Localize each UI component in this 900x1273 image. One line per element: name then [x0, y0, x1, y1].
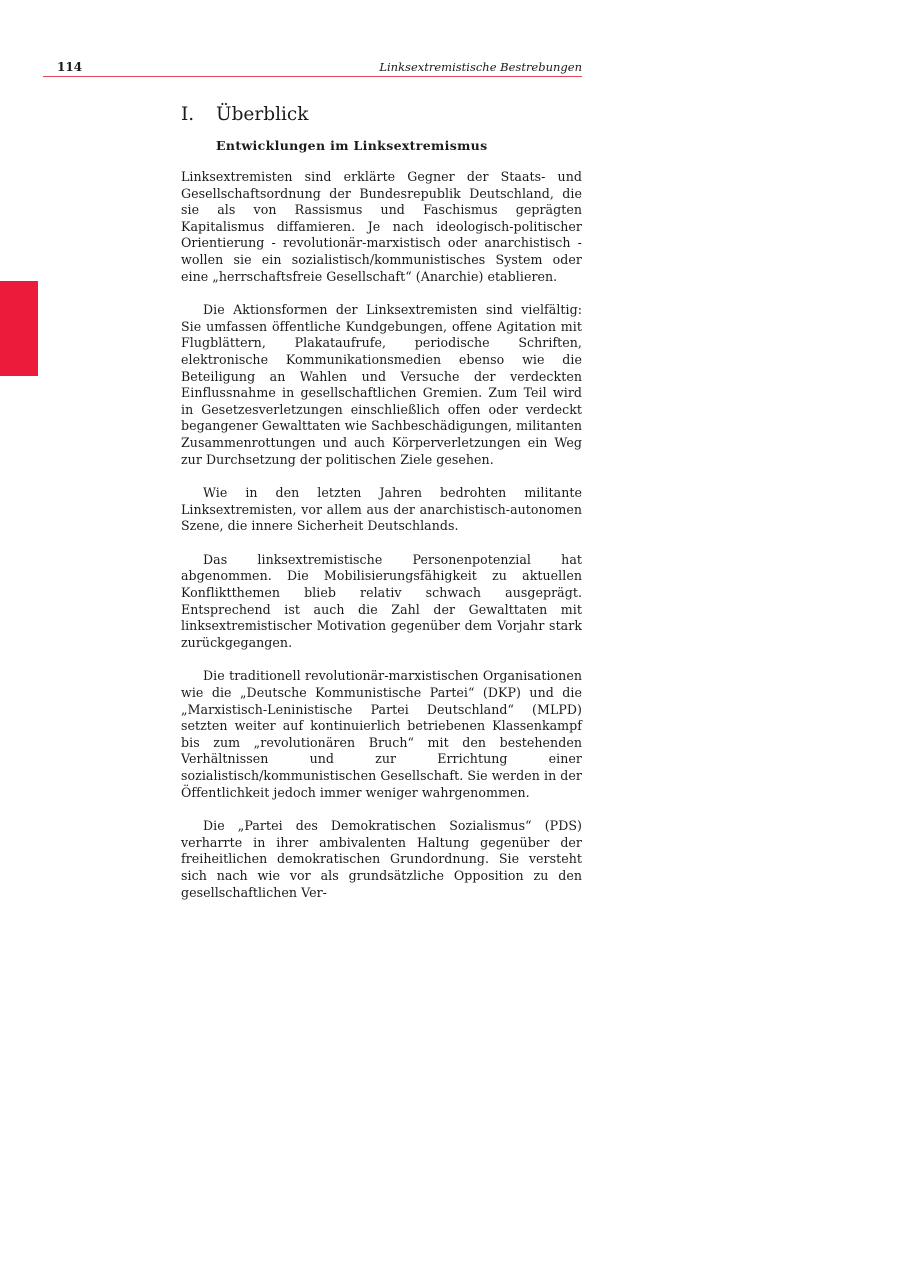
paragraph: Das linksextremistische Personenpotenzial hat abgenommen. Die Mobilisierungsfähigkeit zu aktuellen Konfliktthemen blieb relativ schwach ausgeprägt. Entsprechend ist auch die Zahl der Gewalttaten mit linksextremistischer Motivation gegenüber dem Vorjahr stark zurückgegangen. [181, 551, 582, 650]
chapter-number: I. [181, 104, 195, 125]
page-number: 114 [57, 60, 83, 74]
chapter-heading [181, 103, 582, 127]
section-heading: Entwicklungen im Linksextremismus [216, 138, 488, 153]
paragraph: Die „Partei des Demokratischen Sozialismus“ (PDS) verharrte in ihrer ambivalenten Haltung gegenüber der freiheitlichen demokratischen Grundordnung. Sie versteht sich nach wie vor als grundsätzliche Opposition zu den gesellschaftlichen Ver- [181, 818, 582, 900]
body-text [181, 169, 582, 901]
chapter-tab-marker [0, 281, 38, 376]
paragraph: Wie in den letzten Jahren bedrohten militante Linksextremisten, vor allem aus der anarchistisch-autonomen Szene, die innere Sicherheit Deutschlands. [181, 485, 582, 534]
running-title: Linksextremistische Bestrebungen [379, 60, 582, 74]
paragraph: Linksextremisten sind erklärte Gegner der Staats- und Gesellschaftsordnung der Bundesrepublik Deutschland, die sie als von Rassismus und Faschismus geprägten Kapitalismus diffamieren. Je nach ideologisch-politischer Orientierung - revolutionär-marxistisch oder anarchistisch - wollen sie ein sozialistisch/kommunistisches System oder eine „herrschaftsfreie Gesellschaft“ (Anarchie) etablieren. [181, 169, 582, 284]
chapter-title: Überblick [216, 104, 309, 125]
paragraph: Die Aktionsformen der Linksextremisten sind vielfältig: Sie umfassen öffentliche Kundgebungen, offene Agitation mit Flugblättern, Plakataufrufe, periodische Schriften, elektronische Kommunikationsmedien ebenso wie die Beteiligung an Wahlen und Versuche der verdeckten Einflussnahme in gesellschaftlichen Gremien. Zum Teil wird in Gesetzesverletzungen einschließlich offen oder verdeckt begangener Gewalttaten wie Sachbeschädigungen, militanten Zusammenrottungen und auch Körperverletzungen ein Weg zur Durchsetzung der politischen Ziele gesehen. [181, 302, 582, 467]
paragraph: Die traditionell revolutionär-marxistischen Organisationen wie die „Deutsche Kommunistische Partei“ (DKP) und die „Marxistisch-Leninistische Partei Deutschland“ (MLPD) setzten weiter auf kontinuierlich betriebenen Klassenkampf bis zum „revolutionären Bruch“ mit den bestehenden Verhältnissen und zur Errichtung einer sozialistisch/kommunistischen Gesellschaft. Sie werden in der Öffentlichkeit jedoch immer weniger wahrgenommen. [181, 668, 582, 800]
page-header [43, 58, 582, 77]
main-content [181, 103, 582, 918]
